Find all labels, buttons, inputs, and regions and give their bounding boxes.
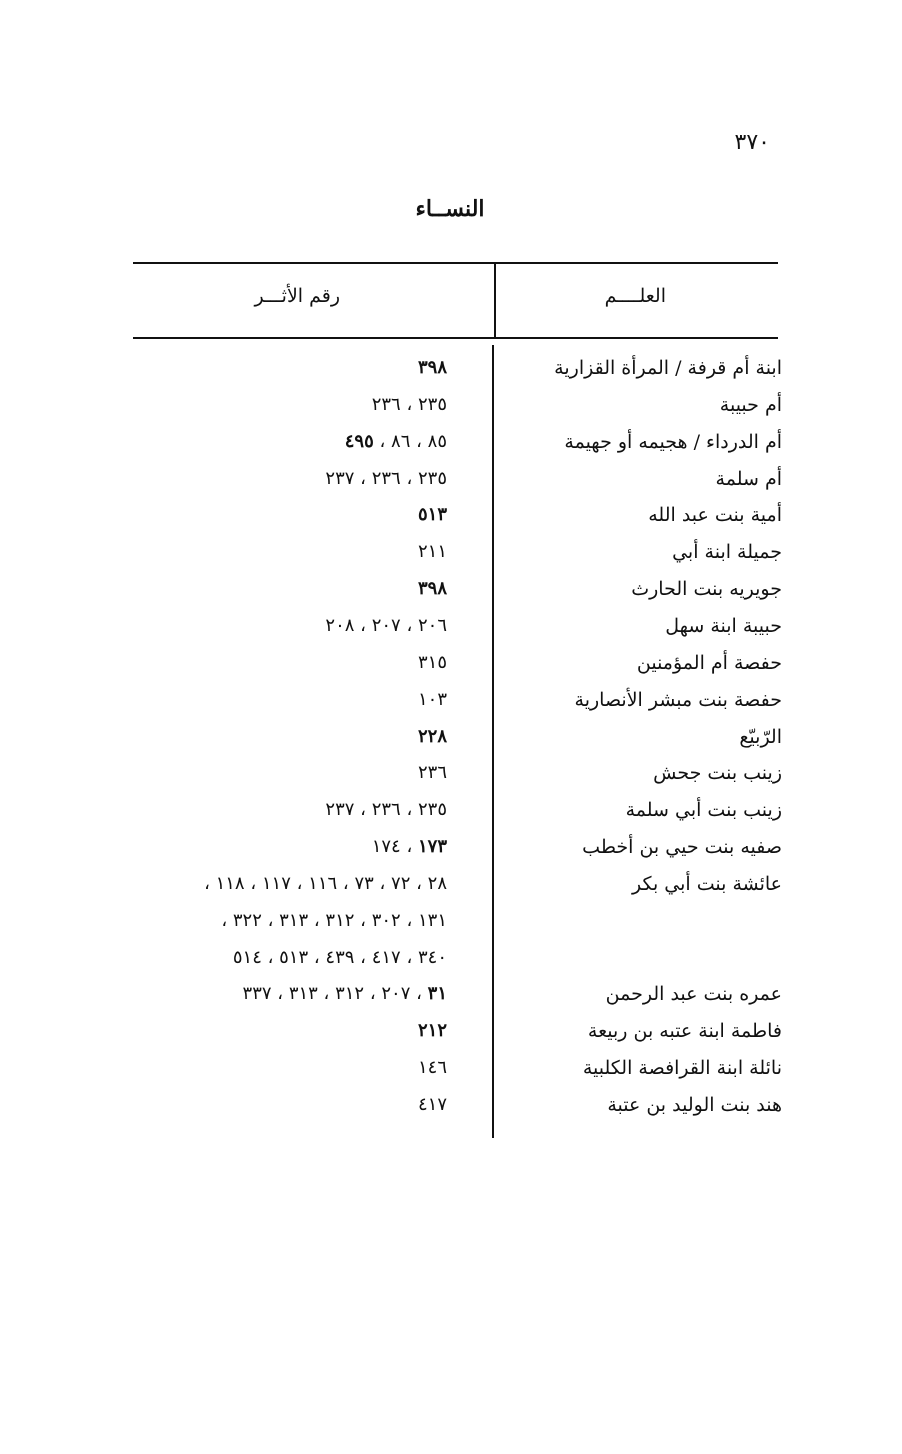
table-row	[0, 504, 902, 541]
table-top-rule	[133, 262, 778, 264]
reference-number-bold: ٣١	[427, 983, 447, 1005]
reference-numbers	[107, 1094, 447, 1115]
table-row	[0, 431, 902, 468]
person-name: عائشة بنت أبي بكر	[631, 872, 782, 895]
reference-numbers	[107, 1057, 447, 1078]
reference-number: ، ٢٠٧ ، ٣١٢ ، ٣١٣ ، ٣٣٧	[242, 983, 428, 1005]
reference-numbers	[107, 652, 447, 673]
header-bottom-rule	[133, 337, 778, 339]
reference-number: ٣٤٠ ، ٤١٧ ، ٤٣٩ ، ٥١٣ ، ٥١٤	[232, 946, 447, 968]
reference-number: ٢٣٦	[417, 762, 447, 784]
person-name: عمره بنت عبد الرحمن	[605, 983, 782, 1006]
person-name: أم الدرداء / هجيمه أو جهيمة	[564, 430, 782, 453]
reference-numbers	[107, 431, 447, 452]
table-row	[0, 652, 902, 689]
reference-number-bold: ١٧٣	[417, 836, 447, 858]
reference-numbers	[107, 873, 447, 894]
reference-numbers	[107, 468, 447, 489]
person-name: حفصة أم المؤمنين	[636, 651, 782, 674]
person-name: زينب بنت أبي سلمة	[625, 799, 782, 822]
reference-numbers	[107, 689, 447, 710]
table-row	[0, 1094, 902, 1131]
table-row	[0, 394, 902, 431]
reference-numbers	[107, 836, 447, 857]
reference-numbers	[107, 947, 447, 968]
person-name: جويريه بنت الحارث	[631, 578, 782, 601]
table-row	[0, 1020, 902, 1057]
name-column-header: العلــــم	[604, 285, 666, 307]
reference-number: ١٠٣	[417, 688, 447, 710]
reference-numbers	[107, 394, 447, 415]
reference-numbers	[107, 910, 447, 931]
reference-number-bold: ٤٩٥	[344, 430, 374, 452]
table-row	[0, 541, 902, 578]
person-name: جميلة ابنة أبي	[672, 541, 782, 564]
table-row	[0, 983, 902, 1020]
reference-number-bold: ٥١٣	[417, 504, 447, 526]
table-row	[0, 910, 902, 947]
reference-numbers	[107, 762, 447, 783]
reference-numbers	[107, 504, 447, 525]
person-name: حبيبة ابنة سهل	[665, 614, 782, 637]
reference-number: ٢٠٦ ، ٢٠٧ ، ٢٠٨	[325, 614, 447, 636]
reference-numbers	[107, 615, 447, 636]
reference-number: ١٣١ ، ٣٠٢ ، ٣١٢ ، ٣١٣ ، ٣٢٢ ،	[221, 909, 447, 931]
table-row	[0, 1057, 902, 1094]
reference-number: ٣١٥	[417, 651, 447, 673]
reference-numbers	[107, 983, 447, 1004]
table-row	[0, 836, 902, 873]
reference-number: ٢١١	[417, 541, 447, 563]
reference-numbers	[107, 541, 447, 562]
table-row	[0, 578, 902, 615]
reference-numbers	[107, 726, 447, 747]
reference-numbers	[107, 799, 447, 820]
person-name: ابنة أم قرفة / المرأة القزارية	[554, 357, 782, 379]
reference-number: ٢٨ ، ٧٢ ، ٧٣ ، ١١٦ ، ١١٧ ، ١١٨ ،	[204, 872, 447, 894]
table-row	[0, 873, 902, 910]
reference-number-bold: ٢١٢	[417, 1020, 447, 1042]
reference-number: ٢٣٥ ، ٢٣٦ ، ٢٣٧	[325, 799, 447, 821]
person-name: أمية بنت عبد الله	[648, 504, 782, 527]
reference-number: ٢٣٥ ، ٢٣٦	[371, 393, 447, 415]
reference-number: ٤١٧	[417, 1094, 447, 1115]
table-row	[0, 762, 902, 799]
table-row	[0, 615, 902, 652]
page-number: ٣٧٠	[734, 130, 770, 155]
table-row	[0, 689, 902, 726]
refs-column-header: رقم الأثـــر	[254, 285, 340, 307]
person-name: هند بنت الوليد بن عتبة	[607, 1094, 782, 1116]
person-name: زينب بنت جحش	[653, 762, 782, 785]
reference-numbers	[107, 357, 447, 378]
table-row	[0, 468, 902, 505]
person-name: صفيه بنت حيي بن أخطب	[582, 836, 782, 859]
reference-number-bold: ٢٢٨	[417, 725, 447, 747]
person-name: نائلة ابنة القرافصة الكلبية	[582, 1057, 782, 1080]
reference-number-bold: ٣٩٨	[417, 357, 447, 378]
reference-number: ١٤٦	[417, 1057, 447, 1079]
table-row	[0, 726, 902, 763]
page-title: النســاء	[415, 196, 485, 222]
table-row	[0, 357, 902, 394]
table-row	[0, 799, 902, 836]
person-name: الرّبيّع	[739, 725, 782, 748]
person-name: فاطمة ابنة عتبه بن ربيعة	[587, 1020, 782, 1043]
reference-number: ٨٥ ، ٨٦ ،	[373, 430, 447, 452]
person-name: أم سلمة	[715, 467, 782, 490]
person-name: حفصة بنت مبشر الأنصارية	[574, 688, 782, 711]
reference-numbers	[107, 578, 447, 599]
reference-numbers	[107, 1020, 447, 1041]
reference-number: ، ١٧٤	[371, 836, 418, 858]
person-name: أم حبيبة	[719, 393, 782, 416]
reference-number: ٢٣٥ ، ٢٣٦ ، ٢٣٧	[325, 467, 447, 489]
reference-number-bold: ٣٩٨	[417, 578, 447, 600]
column-divider	[494, 262, 496, 338]
table-row	[0, 947, 902, 984]
